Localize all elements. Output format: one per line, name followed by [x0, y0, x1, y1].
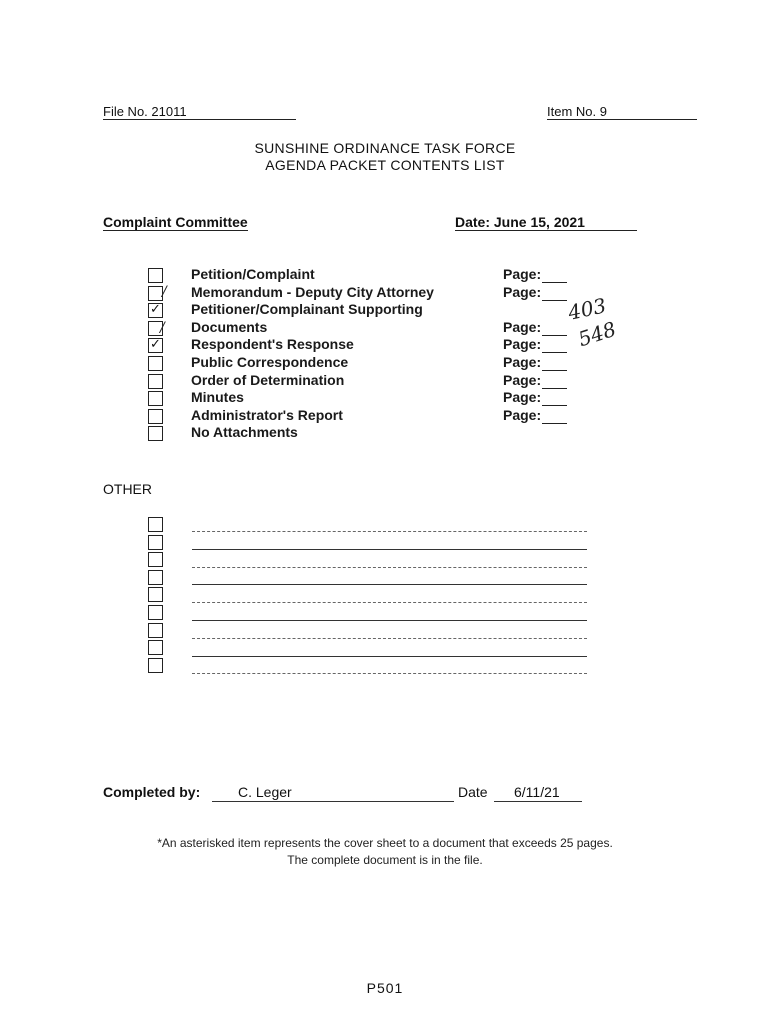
handwritten-tick-mark: / [162, 284, 167, 300]
handwritten-tick-mark: / [160, 320, 165, 336]
page-field [503, 407, 567, 424]
page-field-blank [542, 354, 567, 371]
other-checkbox-6[interactable] [148, 623, 163, 638]
page-field-blank [542, 407, 567, 424]
completed-by-underline [212, 801, 454, 802]
page-field [503, 284, 567, 301]
item-number-text: Item No. 9 [547, 104, 607, 119]
page-field [503, 354, 567, 371]
page-field-label: Page: [503, 284, 542, 300]
other-checkbox-4[interactable] [148, 587, 163, 602]
page-field [503, 319, 567, 336]
page-field-label: Page: [503, 372, 542, 388]
handwritten-page-b: 548 [575, 316, 619, 352]
document-title-line2: AGENDA PACKET CONTENTS LIST [265, 157, 505, 173]
page-number: P501 [366, 980, 404, 996]
file-number-text: File No. 21011 [103, 104, 187, 119]
page-field-label: Page: [503, 407, 542, 423]
checkmark-icon: ✓ [150, 337, 161, 352]
checkbox-0[interactable] [148, 268, 163, 283]
other-blank-line-5 [192, 620, 587, 621]
completed-date-value: 6/11/21 [514, 784, 560, 800]
page-field-label: Page: [503, 389, 542, 405]
checkbox-9[interactable] [148, 426, 163, 441]
page-field-label: Page: [503, 266, 542, 282]
page-field [503, 389, 567, 406]
checklist-item-label: Documents [191, 319, 268, 335]
other-blank-line-2 [192, 567, 587, 568]
page-field-blank [542, 389, 567, 406]
asterisk-note-line1: *An asterisked item represents the cover sheet to a document that exceeds 25 pages. [157, 836, 613, 850]
completed-by-value: C. Leger [238, 784, 292, 800]
checklist-item-label: Public Correspondence [191, 354, 349, 370]
page-field-label: Page: [503, 319, 542, 335]
other-blank-line-1 [192, 549, 587, 550]
other-blank-line-4 [192, 602, 587, 603]
checkbox-1[interactable] [148, 286, 163, 301]
checklist-item-label: Administrator's Report [191, 407, 343, 423]
other-checkbox-8[interactable] [148, 658, 163, 673]
completed-by-label: Completed by: [103, 784, 201, 800]
completed-date-label: Date [458, 784, 488, 800]
completed-date-underline [494, 801, 582, 802]
other-blank-line-3 [192, 584, 587, 585]
checklist-item-label: Minutes [191, 389, 244, 405]
other-section-label: OTHER [103, 481, 152, 497]
page-field-label: Page: [503, 354, 542, 370]
other-checkbox-5[interactable] [148, 605, 163, 620]
item-number [547, 104, 697, 120]
other-blank-line-7 [192, 656, 587, 657]
page-field-label: Page: [503, 336, 542, 352]
page-field [503, 372, 567, 389]
other-checkbox-1[interactable] [148, 535, 163, 550]
other-blank-line-8 [192, 673, 587, 674]
meeting-date: Date: June 15, 2021 [455, 214, 637, 231]
handwritten-page-a: 403 [565, 293, 609, 325]
checkbox-5[interactable] [148, 356, 163, 371]
checklist-item-label: Memorandum - Deputy City Attorney [191, 284, 434, 300]
checkbox-6[interactable] [148, 374, 163, 389]
checklist-item-label: Order of Determination [191, 372, 345, 388]
page-field-blank [542, 266, 567, 283]
committee-name: Complaint Committee [103, 214, 248, 230]
file-number [103, 104, 296, 120]
checkbox-4[interactable] [148, 338, 163, 353]
checkbox-8[interactable] [148, 409, 163, 424]
other-checkbox-3[interactable] [148, 570, 163, 585]
other-blank-line-6 [192, 638, 587, 639]
checkbox-2[interactable] [148, 303, 163, 318]
page-field [503, 336, 567, 353]
checklist-item-label: Respondent's Response [191, 336, 354, 352]
other-blank-line-0 [192, 531, 587, 532]
other-checkbox-2[interactable] [148, 552, 163, 567]
asterisk-note-line2: The complete document is in the file. [287, 853, 483, 867]
page-field [503, 266, 567, 283]
checklist-item-label: No Attachments [191, 424, 298, 440]
checkmark-icon: ✓ [150, 302, 161, 317]
checklist-item-label: Petitioner/Complainant Supporting [191, 301, 423, 317]
page-field-blank [542, 284, 567, 301]
page-field-blank [542, 336, 567, 353]
other-checkbox-7[interactable] [148, 640, 163, 655]
checkbox-7[interactable] [148, 391, 163, 406]
page-field-blank [542, 319, 567, 336]
document-title-line1: SUNSHINE ORDINANCE TASK FORCE [254, 140, 516, 156]
checklist-item-label: Petition/Complaint [191, 266, 315, 282]
page-field-blank [542, 372, 567, 389]
other-checkbox-0[interactable] [148, 517, 163, 532]
